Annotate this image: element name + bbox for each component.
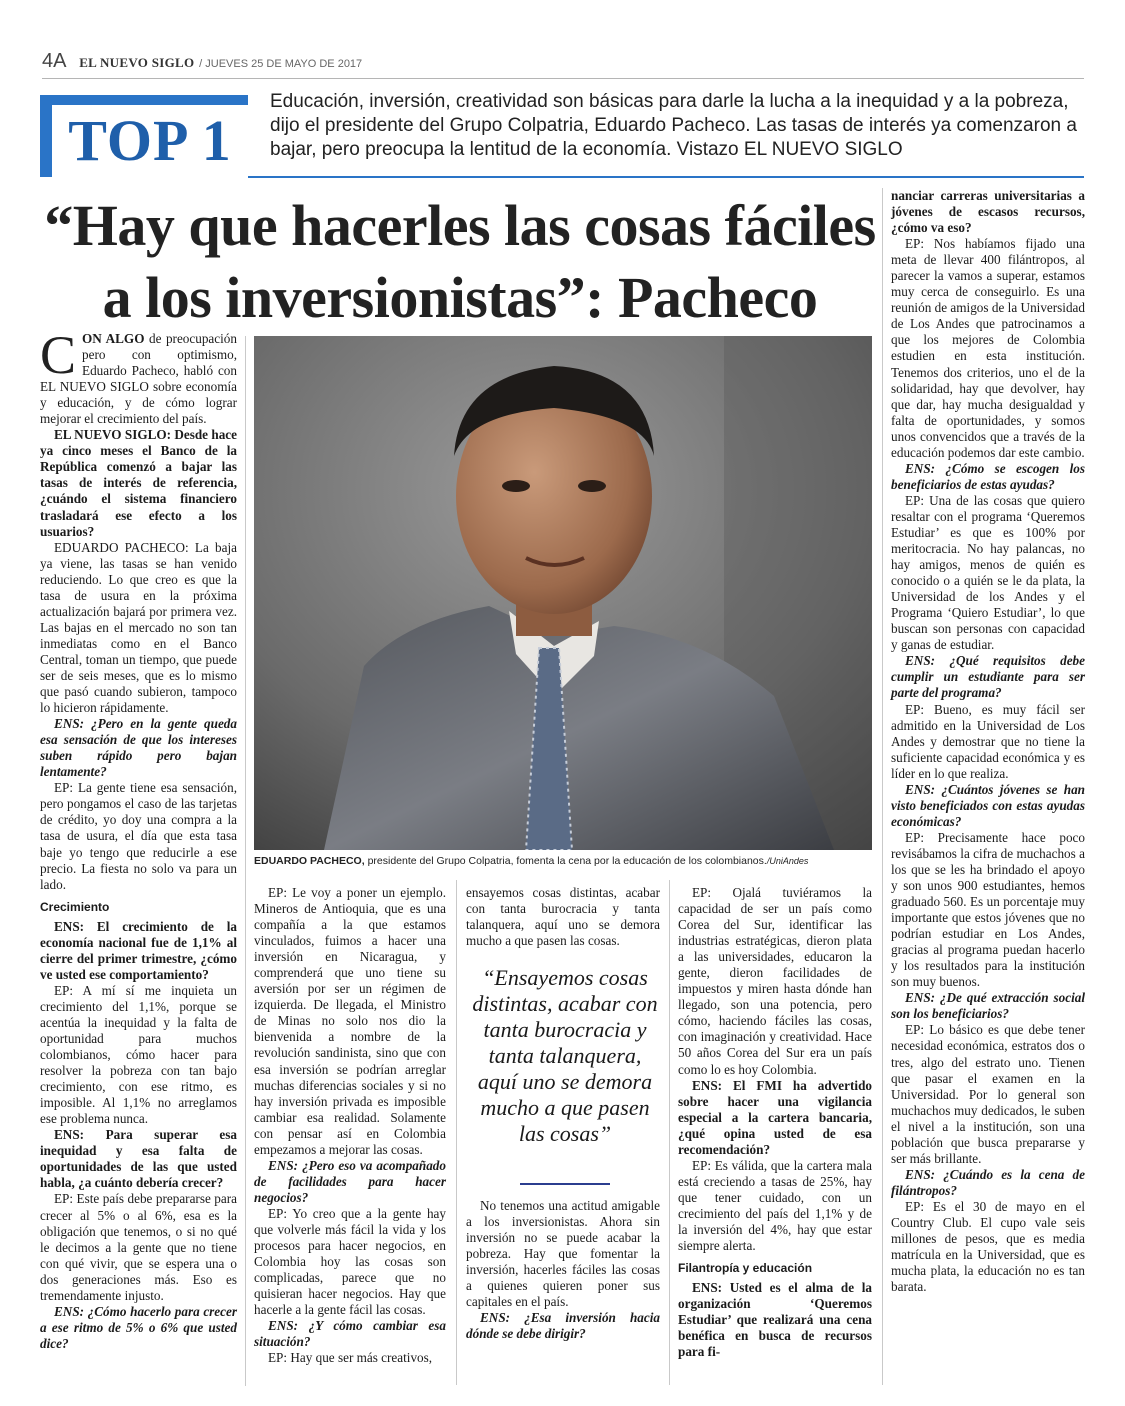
portrait-photo [254, 336, 872, 850]
photo-caption: EDUARDO PACHECO, presidente del Grupo Colpatria, fomenta la cena por la educación de los colombianos./UniAndes [254, 855, 809, 867]
subhead: Crecimiento [40, 899, 110, 914]
answer: EP: Hay que ser más creativos, [268, 1350, 433, 1366]
answer: EP: Es válida, que la cartera mala está creciendo a tasas de 25%, hay que tener cuidado, con un crecimiento del país del 1,1% y de la inversión del 4%, hay que estar siempre alerta. [678, 1157, 872, 1254]
question: ENS: Para superar esa inequidad y esa falta de oportunidades de las que usted habla, ¿a cuánto debería crecer? [40, 1127, 237, 1191]
column-divider [669, 880, 670, 1385]
question-continued: nanciar carreras universitarias a jóvenes de escasos recursos, ¿cómo va eso? [891, 188, 1085, 236]
article-column-3-lower [466, 1198, 660, 1342]
answer: EP: Lo básico es que debe tener necesidad económica, estratos dos o tres, algo del estrato uno. Tienen que pasar el examen en la Universidad. Por lo general son muchachos muy dedicados, le suben el nivel a la institución, son una población que busca prepararse y ser más brillante. [891, 1022, 1085, 1166]
column-divider [245, 336, 246, 1386]
page-folio [42, 50, 362, 73]
question: ENS: ¿Pero en la gente queda esa sensación de que los intereses suben rápido pero bajan lentamente? [40, 716, 237, 780]
article-column-2 [254, 885, 446, 1366]
section-tag-box [40, 95, 248, 177]
pull-quote: “Ensayemos cosas distintas, acabar con tanta burocracia y tanta talanquera, aquí uno se demora mucho a que pasen las cosas” [472, 965, 658, 1146]
section-tag-underline [248, 176, 1084, 178]
answer-continued: ensayemos cosas distintas, acabar con tanta burocracia y tanta talanquera, aquí uno se demora mucho a que pasen las cosas. [466, 885, 660, 949]
question: ENS: ¿De qué extracción social son los beneficiarios? [891, 990, 1085, 1022]
question: ENS: ¿Cuándo es la cena de filántropos? [891, 1166, 1085, 1198]
question: ENS: El FMI ha advertido sobre hacer una vigilancia especial a la cartera bancaria, ¿qué opina usted de esa recomendación? [678, 1077, 872, 1157]
answer: EP: Ojalá tuviéramos la capacidad de ser un país como Corea del Sur, identificar las industrias estratégicas, dieron plata a las universidades, educaron la gente, dieron facilidades de impuestos y miren hasta dónde han llegado, son una potencia, pero cómo, haciendo fáciles las cosas, con imaginación y creatividad. Hace 50 años Corea del Sur era un país como lo es hoy Colombia. [678, 885, 872, 1077]
article-column-1 [40, 325, 237, 1352]
question: ENS: ¿Cuántos jóvenes se han visto beneficiados con estas ayudas económicas? [891, 781, 1085, 829]
column-divider [456, 880, 457, 1385]
answer: EP: Yo creo que a la gente hay que volverle más fácil la vida y los procesos para hacer negocios, en Colombia hoy las cosas son complicadas, parece que no quisieran hacer negocios. Hay que hacerle a la gente fácil las cosas. [254, 1205, 446, 1318]
article-column-4 [678, 885, 872, 1360]
answer: EP: A mí sí me inquieta un crecimiento del 1,1%, porque se acentúa la inequidad y la falta de oportunidad para muchos colombianos, cómo hacer para resolver la pobreza con tan bajo crecimiento, con ese ritmo, es imposible. Al 1,1% no arreglamos ese problema nunca. [40, 982, 237, 1127]
question: ENS: ¿Esa inversión hacia dónde se debe dirigir? [466, 1310, 660, 1342]
answer: EP: Le voy a poner un ejemplo. Mineros de Antioquia, que es una compañía a la que estamos vinculados, fuimos a hacer una inversión en Nicaragua, y comprenderá que uno tiene su aversión por ser un régimen de izquierda. De llegada, el Ministro de Minas no solo nos dio la bienvenida a nombre de la revolución sandinista, sino que con esa inversión se podrían arreglar muchas diferencias sociales y si no hay inversión privada es imposible cambiar esa realidad. Solamente con pensar así en Colombia empezamos a mejorar las cosas. [254, 885, 446, 1157]
answer: EP: Este país debe prepararse para crecer al 5% o al 6%, esa es la obligación que tenemos, o si no qué le decimos a la gente que no tiene con qué vivir, que se espera una o dos generaciones más. Eso es tremendamente injusto. [40, 1191, 237, 1303]
question: ENS: ¿Qué requisitos debe cumplir un estudiante para ser parte del programa? [891, 653, 1085, 701]
article-column-5 [891, 188, 1085, 1295]
answer: EP: Nos habíamos fijado una meta de llevar 400 filántropos, al parecer la vamos a superar, estamos muy cerca de conseguirlo. Es una reunión de amigos de la Universidad de Los Andes que patrocinamos a que los mejores de Colombia estudien en esta institución. Tenemos dos criterios, uno el de la solidaridad, hay que devolver, hay que dar, hay mucha desigualdad y falta de oportunidades, y somos unos convencidos que a través de la educación podemos dar este cambio. [891, 236, 1085, 460]
column-divider [882, 188, 883, 1385]
question: ENS: ¿Y cómo cambiar esa situación? [254, 1318, 446, 1350]
section-tag: TOP 1 [68, 108, 232, 173]
publication-name: EL NUEVO SIGLO [79, 55, 195, 70]
article-column-3 [466, 885, 660, 949]
article-intro: Educación, inversión, creatividad son básicas para darle la lucha a la inequidad y a la pobreza, dijo el presidente del Grupo Colpatria, Eduardo Pacheco. Las tasas de interés ya comenzaron a bajar, pero preocupa la lentitud de la economía. Vistazo EL NUEVO SIGLO [270, 91, 1077, 160]
portrait-illustration [254, 336, 872, 850]
question: ENS: Usted es el alma de la organización ‘Queremos Estudiar’ que realizará una cena benéfica en busca de recursos para fi- [678, 1280, 872, 1360]
subhead: Filantropía y educación [678, 1261, 813, 1276]
headline: “Hay que hacerles las cosas fáciles a los inversionistas”: Pacheco [44, 193, 876, 330]
question: ENS: ¿Cómo se escogen los beneficiarios de estas ayudas? [891, 460, 1085, 492]
question: EL NUEVO SIGLO: Desde hace ya cinco meses el Banco de la República comenzó a bajar las tasas de interés de referencia, ¿cuándo el sistema financiero trasladará ese efecto a los usuarios? [40, 427, 237, 539]
drop-cap: C [40, 325, 77, 385]
question: ENS: ¿Cómo hacerlo para crecer a ese ritmo de 5% o 6% que usted dice? [40, 1303, 237, 1351]
page-number: 4A [42, 50, 67, 72]
answer: EP: Una de las cosas que quiero resaltar con el programa ‘Queremos Estudiar’ es que es 100% por meritocracia. No hay palancas, no hay amigos, menos de quién es conocido o a quién se le da plata, la Universidad de los Andes y el Programa ‘Quiero Estudiar’, lo que buscan son personas con capacidad y ganas de estudiar. [891, 492, 1085, 653]
pull-quote-rule [520, 1183, 610, 1185]
question: ENS: El crecimiento de la economía nacional fue de 1,1% al cierre del primer trimestre, ¿cómo ve usted ese comportamiento? [40, 918, 237, 982]
answer: EP: La gente tiene esa sensación, pero pongamos el caso de las tarjetas de crédito, yo doy una compra a la tasa de usura, el día que esta tasa baje yo tengo que reducirle a ese precio. La fiesta no solo va para un lado. [40, 780, 237, 892]
answer: EDUARDO PACHECO: La baja ya viene, las tasas se han venido reduciendo. Lo que creo es que la tasa de usura en la próxima actualización bajará por primera vez. Las bajas en el mercado no son tan inmediatas como en el Banco Central, toman un tiempo, que puede ser de seis meses, que es lo mismo que pasó cuando subieron, tampoco lo hicieron rápidamente. [40, 539, 237, 716]
issue-date: / JUEVES 25 DE MAYO DE 2017 [199, 58, 363, 70]
lead-paragraph: CON ALGO de preocupación pero con optimismo, Eduardo Pacheco, habló con EL NUEVO SIGLO sobre economía y educación, y de cómo lograr mejorar el crecimiento del país. [40, 325, 237, 427]
answer: EP: Precisamente hace poco revisábamos la cifra de muchachos a los que se les ha brindado el apoyo y son unos 900 estudiantes, hemos graduado 560. Es un porcentaje muy importante que estos jóvenes que no podrían estudiar en Los Andes, gracias al programa puedan hacerlo y los resultados para la institución son muy buenos. [891, 829, 1085, 990]
top-rule [42, 78, 1084, 79]
answer: EP: Es el 30 de mayo en el Country Club. El cupo vale seis millones de pesos, que es media matrícula en la Universidad, que es mucha plata, la educación no es tan barata. [891, 1198, 1085, 1295]
photo-credit: /UniAndes [766, 856, 809, 866]
question: ENS: ¿Pero eso va acompañado de facilidades para hacer negocios? [254, 1157, 446, 1205]
answer: EP: Bueno, es muy fácil ser admitido en la Universidad de Los Andes y demostrar que no tiene la suficiente capacidad económica y es líder en lo que realiza. [891, 701, 1085, 781]
answer: No tenemos una actitud amigable a los inversionistas. Ahora sin inversión no se puede acabar la pobreza. Hay que fomentar la inversión, hacerles fáciles las cosas a quienes quieren poner sus capitales en el país. [466, 1198, 660, 1310]
